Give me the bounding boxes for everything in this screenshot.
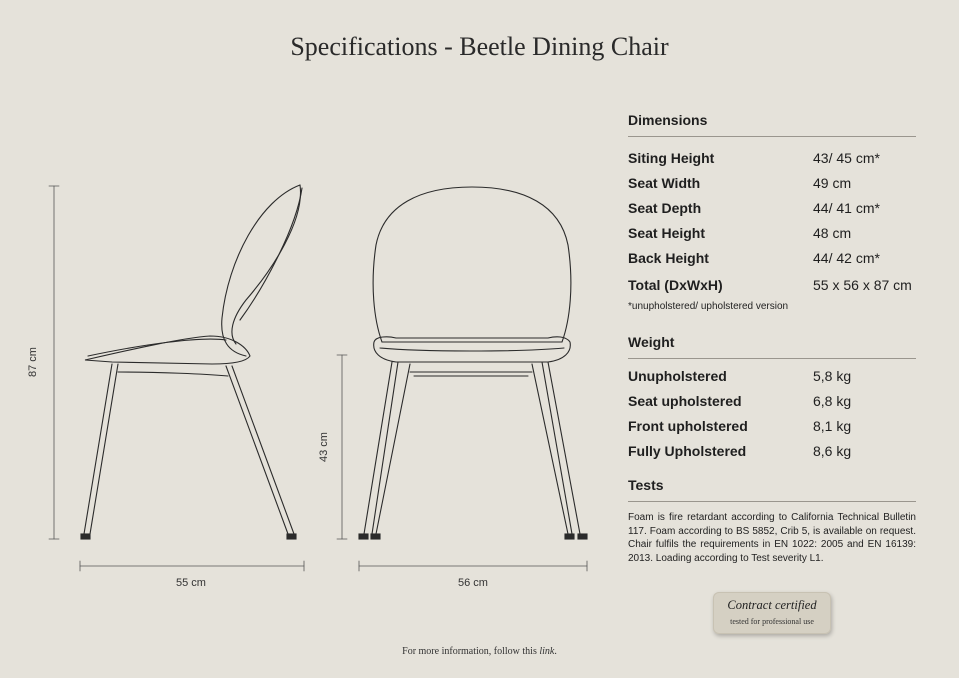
- footer-prefix: For more information, follow this: [402, 646, 540, 657]
- spec-value: 49 cm: [813, 174, 852, 191]
- front-seat-height-label: 43 cm: [317, 432, 330, 462]
- spec-label: Back Height: [628, 249, 709, 266]
- badge-subtitle: tested for professional use: [730, 617, 814, 626]
- weight-row: [628, 388, 916, 413]
- spec-row: [628, 195, 916, 220]
- weight-value: 5,8 kg: [813, 367, 852, 384]
- spec-row: [628, 220, 916, 245]
- weight-value: 8,1 kg: [813, 417, 852, 434]
- spec-value: 44/ 42 cm*: [813, 249, 880, 266]
- spec-row: [628, 245, 916, 270]
- weight-value: 8,6 kg: [813, 442, 852, 459]
- side-height-label: 87 cm: [26, 347, 39, 377]
- dimensions-heading: Dimensions: [628, 112, 916, 137]
- weight-row: [628, 413, 916, 438]
- tests-text: Foam is fire retardant according to California Technical Bulletin 117. Foam according to BS 5852, Crib 5, is available on request. Chair fulfils the requirements in EN 1022: 2005 and EN 16139: 2013. Loading according to Test severity L1.: [628, 512, 916, 564]
- side-width-label: 55 cm: [176, 577, 206, 589]
- front-view-chair: [337, 187, 587, 571]
- spec-value: 55 x 56 x 87 cm: [813, 276, 912, 293]
- weight-value: 6,8 kg: [813, 392, 852, 409]
- spec-value: 48 cm: [813, 224, 852, 241]
- footer: [0, 646, 959, 657]
- page-title: Specifications - Beetle Dining Chair: [290, 32, 669, 61]
- spec-label: Seat Depth: [628, 199, 702, 216]
- side-view-chair: [49, 185, 304, 571]
- weight-label: Unupholstered: [628, 367, 727, 384]
- spec-label: Total (DxWxH): [628, 276, 723, 293]
- spec-row: [628, 170, 916, 195]
- weight-label: Front upholstered: [628, 417, 748, 434]
- more-info-link[interactable]: link: [539, 646, 555, 657]
- spec-value: 43/ 45 cm*: [813, 149, 880, 166]
- spec-value: 44/ 41 cm*: [813, 199, 880, 216]
- weight-row: [628, 363, 916, 388]
- badge-title: Contract certified: [727, 598, 817, 612]
- dimensions-note: *unupholstered/ upholstered version: [628, 301, 789, 312]
- spec-label: Seat Width: [628, 174, 701, 191]
- weight-label: Seat upholstered: [628, 392, 742, 409]
- spec-label: Seat Height: [628, 224, 706, 241]
- front-width-label: 56 cm: [458, 577, 488, 589]
- weight-label: Fully Upholstered: [628, 442, 747, 459]
- tests-heading: Tests: [628, 477, 916, 502]
- spec-row: [628, 272, 916, 297]
- footer-suffix: .: [554, 646, 557, 657]
- contract-certified-badge: [713, 592, 831, 634]
- specifications-panel: [628, 112, 916, 565]
- spec-row: [628, 145, 916, 170]
- spec-label: Siting Height: [628, 149, 715, 166]
- weight-row: [628, 438, 916, 463]
- weight-heading: Weight: [628, 334, 916, 359]
